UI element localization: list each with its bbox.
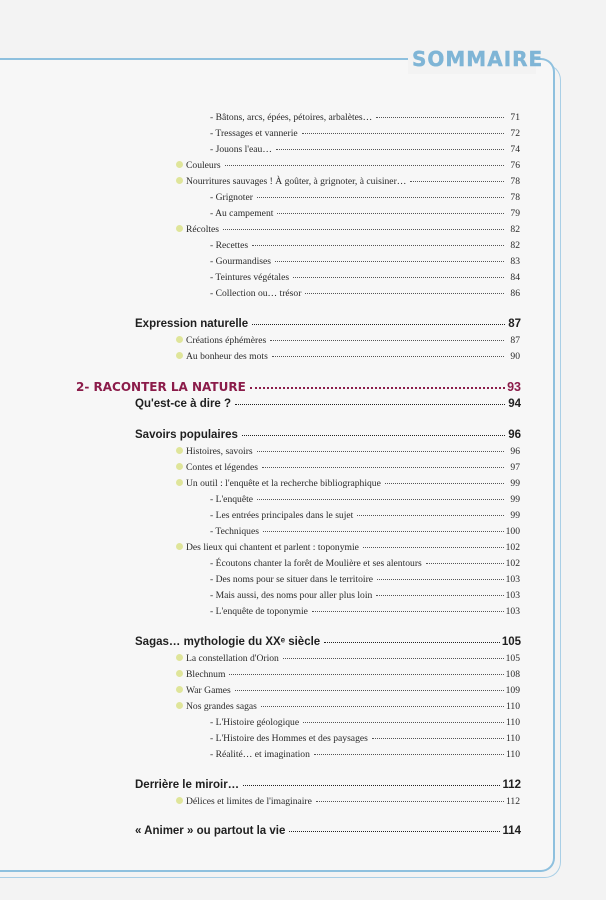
leader-dots — [277, 213, 504, 214]
toc-entry-label: Au bonheur des mots — [186, 351, 268, 362]
toc-entry-page: 99 — [510, 478, 520, 489]
toc-entry-page: 99 — [510, 494, 520, 505]
toc-entry[interactable] — [210, 272, 520, 283]
leader-dots — [261, 706, 504, 707]
toc-entry-label: - Gourmandises — [210, 256, 272, 267]
toc-entry-label: - L'enquête de toponymie — [210, 606, 308, 617]
toc-entry-page: 109 — [505, 685, 520, 696]
toc-entry-page: 112 — [502, 779, 521, 791]
leader-dots — [252, 324, 505, 325]
toc-entry-label: Contes et légendes — [186, 462, 258, 473]
leader-dots — [242, 435, 505, 436]
toc-entry-page: 76 — [510, 160, 520, 171]
toc-entry[interactable] — [210, 240, 520, 251]
toc-entry-label: Derrière le miroir… — [135, 779, 240, 791]
toc-entry-label: - Écoutons chanter la forêt de Moulière et ses alentours — [210, 558, 422, 569]
leader-dots — [283, 658, 504, 659]
toc-entry-page: 87 — [510, 335, 520, 346]
leader-dots — [324, 642, 500, 643]
toc-entry-page: 102 — [505, 558, 520, 569]
toc-entry-page: 84 — [510, 272, 520, 283]
leader-dots — [312, 611, 504, 612]
toc-entry[interactable] — [176, 462, 520, 473]
toc-entry[interactable] — [176, 160, 520, 171]
leader-dots — [376, 117, 504, 118]
toc-entry-label: Nos grandes sagas — [186, 701, 257, 712]
toc-entry-label: Nourritures sauvages ! À goûter, à grignoter, à cuisiner… — [186, 176, 407, 187]
bullet-icon — [176, 479, 183, 486]
toc-entry[interactable] — [135, 318, 521, 330]
toc-entry[interactable] — [176, 685, 520, 696]
toc-entry-page: 74 — [510, 144, 520, 155]
bullet-icon — [176, 225, 183, 232]
toc-entry-page: 78 — [510, 176, 520, 187]
toc-entry-label: Expression naturelle — [135, 318, 249, 330]
toc-entry[interactable] — [135, 636, 521, 648]
bullet-icon — [176, 352, 183, 359]
bullet-icon — [176, 670, 183, 677]
toc-entry-page: 90 — [510, 351, 520, 362]
leader-dots — [252, 245, 504, 246]
toc-entry[interactable] — [210, 208, 520, 219]
leader-dots — [314, 754, 504, 755]
leader-dots — [303, 722, 504, 723]
toc-entry-label: 2- RACONTER LA NATURE — [76, 380, 246, 394]
leader-dots — [302, 133, 504, 134]
toc-entry-page: 112 — [505, 796, 520, 807]
bullet-icon — [176, 161, 183, 168]
toc-entry-page: 78 — [510, 192, 520, 203]
leader-dots — [275, 261, 504, 262]
toc-entry[interactable] — [176, 653, 520, 664]
toc-entry-label: - L'Histoire des Hommes et des paysages — [210, 733, 368, 744]
toc-entry-label: Histoires, savoirs — [186, 446, 253, 457]
toc-entry[interactable] — [210, 494, 520, 505]
toc-entry-page: 103 — [505, 590, 520, 601]
bullet-icon — [176, 447, 183, 454]
leader-dots — [276, 149, 504, 150]
toc-entry[interactable] — [135, 429, 521, 441]
leader-dots — [305, 293, 504, 294]
toc-entry-page: 93 — [507, 380, 521, 394]
toc-entry[interactable] — [210, 606, 520, 617]
toc-entry-label: - L'Histoire géologique — [210, 717, 300, 728]
toc-entry-label: - Grignoter — [210, 192, 253, 203]
toc-entry-label: Blechnum — [186, 669, 226, 680]
toc-entry-label: Qu'est-ce à dire ? — [135, 398, 232, 410]
toc-entry-page: 100 — [505, 526, 520, 537]
toc-entry-label: - Des noms pour se situer dans le territoire — [210, 574, 374, 585]
toc-entry[interactable] — [210, 144, 520, 155]
toc-entry-page: 96 — [508, 429, 521, 441]
leader-dots — [225, 165, 504, 166]
leader-dots — [377, 579, 504, 580]
toc-entry[interactable] — [176, 478, 520, 489]
toc-entry[interactable] — [176, 542, 520, 553]
toc-entry-label: « Animer » ou partout la vie — [135, 825, 286, 837]
leader-dots — [257, 197, 504, 198]
toc-entry[interactable] — [135, 779, 521, 791]
leader-dots — [289, 831, 500, 832]
toc-entry-page: 103 — [505, 606, 520, 617]
toc-entry-label: - Bâtons, arcs, épées, pétoires, arbalètes… — [210, 112, 373, 123]
leader-dots — [385, 483, 504, 484]
toc-entry-label: - Teintures végétales — [210, 272, 290, 283]
leader-dots — [270, 340, 504, 341]
toc-entry-label: Récoltes — [186, 224, 220, 235]
toc-entry-page: 110 — [505, 749, 520, 760]
leader-dots — [293, 277, 504, 278]
leader-dots — [257, 499, 504, 500]
toc-entry-page: 94 — [508, 398, 521, 410]
toc-entry-page: 103 — [505, 574, 520, 585]
leader-dots — [235, 690, 504, 691]
toc-entry-page: 110 — [505, 717, 520, 728]
toc-entry-label: - Tressages et vannerie — [210, 128, 298, 139]
toc-entry-label: - Collection ou… trésor — [210, 288, 302, 299]
toc-entry-label: - Techniques — [210, 526, 259, 537]
toc-entry[interactable] — [210, 558, 520, 569]
page-title: SOMMAIRE — [412, 47, 544, 71]
leader-dots — [263, 531, 504, 532]
leader-dots — [250, 387, 505, 389]
toc-entry-label: Un outil : l'enquête et la recherche bibliographique — [186, 478, 381, 489]
toc-entry-label: - Réalité… et imagination — [210, 749, 310, 760]
toc-entry-page: 96 — [510, 446, 520, 457]
toc-entry-page: 105 — [501, 636, 521, 648]
bullet-icon — [176, 797, 183, 804]
toc-entry-page: 105 — [505, 653, 520, 664]
leader-dots — [376, 595, 503, 596]
leader-dots — [363, 547, 504, 548]
leader-dots — [372, 738, 504, 739]
toc-entry-page: 72 — [510, 128, 520, 139]
toc-entry-page: 97 — [510, 462, 520, 473]
toc-entry[interactable] — [135, 398, 521, 410]
toc-entry-page: 114 — [502, 825, 521, 837]
toc-entry-page: 79 — [510, 208, 520, 219]
toc-entry[interactable] — [176, 176, 520, 187]
bullet-icon — [176, 702, 183, 709]
toc-entry-label: La constellation d'Orion — [186, 653, 279, 664]
toc-entry[interactable] — [135, 825, 521, 837]
leader-dots — [316, 801, 504, 802]
toc-entry-label: Couleurs — [186, 160, 221, 171]
leader-dots — [229, 674, 503, 675]
toc-entry-label: War Games — [186, 685, 231, 696]
toc-entry-label: Créations éphémères — [186, 335, 267, 346]
toc-entry[interactable] — [210, 288, 520, 299]
leader-dots — [410, 181, 504, 182]
leader-dots — [272, 356, 504, 357]
toc-entry[interactable] — [210, 256, 520, 267]
toc-entry-label: - Jouons l'eau… — [210, 144, 272, 155]
toc-entry[interactable] — [210, 590, 520, 601]
leader-dots — [262, 467, 504, 468]
toc-entry[interactable] — [210, 733, 520, 744]
toc-entry[interactable] — [210, 526, 520, 537]
toc-entry-page: 83 — [510, 256, 520, 267]
bullet-icon — [176, 654, 183, 661]
toc-entry-label: - Recettes — [210, 240, 249, 251]
toc-entry-page: 110 — [505, 701, 520, 712]
toc-entry[interactable] — [176, 351, 520, 362]
toc-entry-page: 86 — [510, 288, 520, 299]
toc-entry[interactable] — [176, 701, 520, 712]
toc-entry[interactable] — [210, 574, 520, 585]
toc-entry-page: 71 — [510, 112, 520, 123]
toc-entry[interactable] — [210, 128, 520, 139]
toc-entry[interactable] — [176, 335, 520, 346]
toc-entry[interactable] — [176, 224, 520, 235]
toc-entry-page: 82 — [510, 224, 520, 235]
leader-dots — [235, 404, 505, 405]
toc-entry-label: - Mais aussi, des noms pour aller plus loin — [210, 590, 373, 601]
toc-entry[interactable] — [210, 510, 520, 521]
toc-entry-label: Délices et limites de l'imaginaire — [186, 796, 312, 807]
leader-dots — [426, 563, 504, 564]
toc-entry[interactable] — [210, 112, 520, 123]
bullet-icon — [176, 686, 183, 693]
bullet-icon — [176, 543, 183, 550]
toc-entry-label: Savoirs populaires — [135, 429, 238, 441]
toc-entry[interactable] — [210, 717, 520, 728]
toc-entry-page: 102 — [505, 542, 520, 553]
toc-entry[interactable] — [176, 446, 520, 457]
leader-dots — [243, 785, 500, 786]
leader-dots — [223, 229, 504, 230]
toc-entry-label: - L'enquête — [210, 494, 254, 505]
bullet-icon — [176, 336, 183, 343]
toc-entry[interactable] — [176, 796, 520, 807]
bullet-icon — [176, 463, 183, 470]
toc-entry-label: - Les entrées principales dans le sujet — [210, 510, 354, 521]
bullet-icon — [176, 177, 183, 184]
toc-entry-page: 82 — [510, 240, 520, 251]
toc-entry[interactable] — [210, 192, 520, 203]
toc-entry-page: 110 — [505, 733, 520, 744]
leader-dots — [257, 451, 504, 452]
toc-entry[interactable] — [176, 669, 520, 680]
toc-entry[interactable] — [210, 749, 520, 760]
toc-entry-label: - Au campement — [210, 208, 274, 219]
toc-entry-page: 87 — [508, 318, 521, 330]
toc-entry-page: 108 — [505, 669, 520, 680]
leader-dots — [357, 515, 504, 516]
toc-entry-label: Des lieux qui chantent et parlent : toponymie — [186, 542, 359, 553]
toc-part-heading[interactable] — [76, 380, 521, 394]
toc-entry-label: Sagas… mythologie du XXᵉ siècle — [135, 636, 321, 648]
toc-entry-page: 99 — [510, 510, 520, 521]
